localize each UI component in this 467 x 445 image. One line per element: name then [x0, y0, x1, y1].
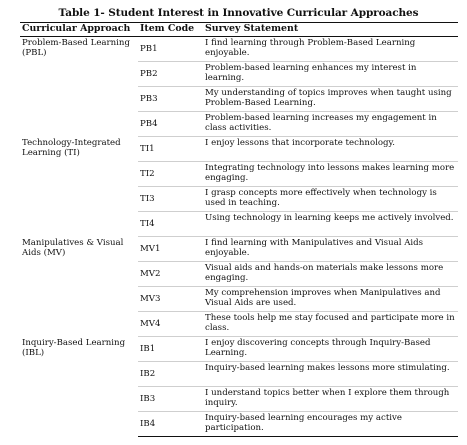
- table-body: [20, 37, 458, 437]
- statement-cell: Inquiry-based learning encourages my active participation.: [203, 412, 458, 437]
- statement-cell: I enjoy lessons that incorporate technology.: [203, 137, 458, 162]
- statement-cell: Integrating technology into lessons makes learning more engaging.: [203, 162, 458, 187]
- statement-cell: Using technology in learning keeps me actively involved.: [203, 212, 458, 237]
- survey-table: [20, 22, 458, 437]
- statement-cell: I grasp concepts more effectively when technology is used in teaching.: [203, 187, 458, 212]
- item-code-cell: TI1: [138, 137, 203, 162]
- table-row: [20, 137, 458, 162]
- approach-cell: Problem-Based Learning (PBL): [22, 38, 130, 59]
- header-curricular-approach: Curricular Approach: [20, 23, 138, 37]
- approach-cell: Technology-Integrated Learning (TI): [22, 137, 121, 158]
- item-code-cell: MV3: [138, 287, 203, 312]
- table-title: Table 1- Student Interest in Innovative Curricular Approaches: [58, 7, 419, 19]
- table-row: [20, 37, 458, 62]
- table-row: [20, 237, 458, 262]
- item-code-cell: IB1: [138, 337, 203, 362]
- statement-cell: I find learning with Manipulatives and Visual Aids enjoyable.: [203, 237, 458, 262]
- statement-cell: Visual aids and hands-on materials make lessons more engaging.: [203, 262, 458, 287]
- item-code-cell: TI2: [138, 162, 203, 187]
- item-code-cell: TI3: [138, 187, 203, 212]
- statement-cell: Problem-based learning enhances my interest in learning.: [203, 62, 458, 87]
- approach-cell: Manipulatives & Visual Aids (MV): [22, 237, 124, 258]
- item-code-cell: IB4: [138, 412, 203, 437]
- statement-cell: Inquiry-based learning makes lessons more stimulating.: [203, 362, 458, 387]
- statement-cell: I find learning through Problem-Based Learning enjoyable.: [203, 37, 458, 62]
- header-item-code: Item Code: [138, 23, 203, 37]
- item-code-cell: PB2: [138, 62, 203, 87]
- table-header: [20, 23, 458, 37]
- item-code-cell: IB2: [138, 362, 203, 387]
- item-code-cell: TI4: [138, 212, 203, 237]
- header-row: [20, 23, 458, 37]
- statement-cell: My comprehension improves when Manipulatives and Visual Aids are used.: [203, 287, 458, 312]
- statement-cell: I understand topics better when I explore them through inquiry.: [203, 387, 458, 412]
- item-code-cell: PB1: [138, 37, 203, 62]
- statement-cell: My understanding of topics improves when taught using Problem-Based Learning.: [203, 87, 458, 112]
- approach-cell: Inquiry-Based Learning (IBL): [22, 337, 126, 358]
- item-code-cell: IB3: [138, 387, 203, 412]
- header-survey-statement: Survey Statement: [203, 23, 458, 37]
- item-code-cell: MV4: [138, 312, 203, 337]
- table-row: [20, 337, 458, 362]
- item-code-cell: MV1: [138, 237, 203, 262]
- item-code-cell: PB4: [138, 112, 203, 137]
- statement-cell: These tools help me stay focused and participate more in class.: [203, 312, 458, 337]
- item-code-cell: MV2: [138, 262, 203, 287]
- statement-cell: Problem-based learning increases my engagement in class activities.: [203, 112, 458, 137]
- item-code-cell: PB3: [138, 87, 203, 112]
- statement-cell: I enjoy discovering concepts through Inquiry-Based Learning.: [203, 337, 458, 362]
